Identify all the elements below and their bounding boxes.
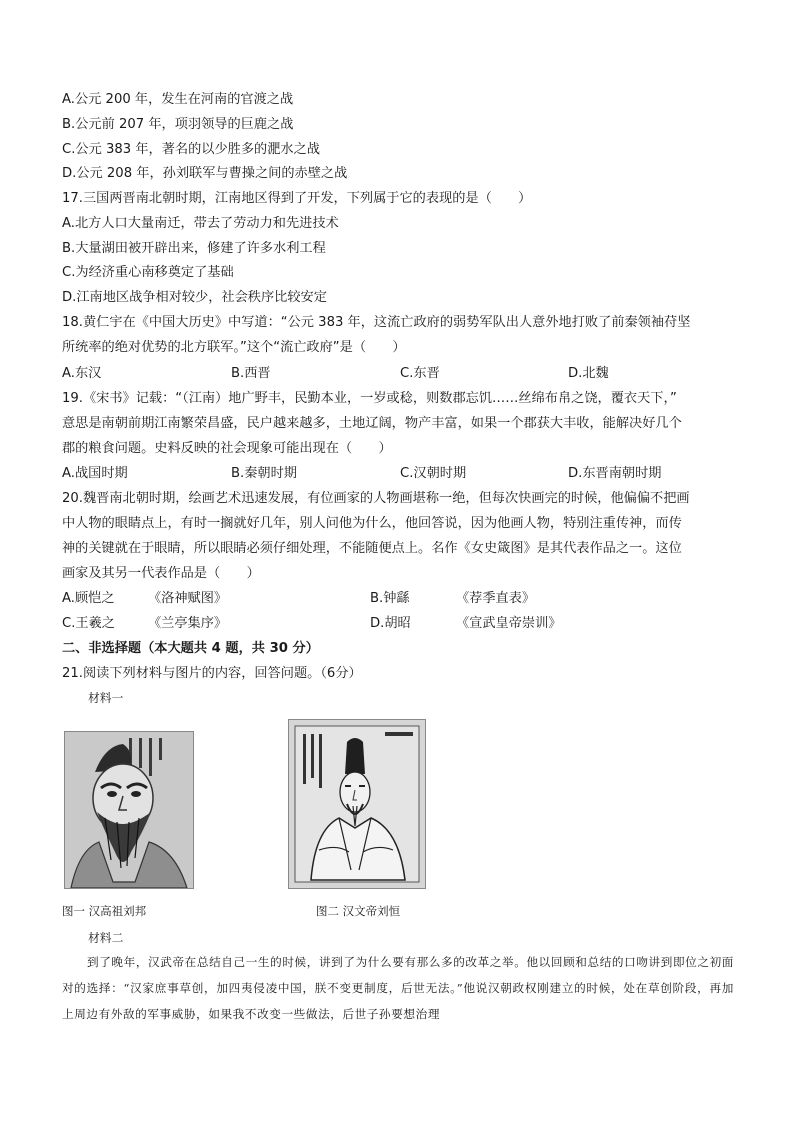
material1-label: 材料一 (88, 691, 124, 705)
figure1-portrait-drawing (65, 732, 193, 888)
q20-option-a-work: 《洛神赋图》 (148, 591, 228, 606)
figure1-liu-bang-portrait (64, 731, 194, 889)
q19-option-d: D.东晋南朝时期 (568, 466, 662, 481)
figure2-liu-heng-portrait (288, 719, 426, 889)
q20-stem-line3: 神的关键就在于眼睛，所以眼睛必须仔细处理，不能随便点上。名作《女史箴图》是其代表作品之一。这位 (62, 541, 682, 556)
q16-option-c: C.公元 383 年，著名的以少胜多的淝水之战 (62, 142, 320, 157)
q20-option-d-name: D.胡昭 (370, 616, 411, 631)
q20-option-c-work: 《兰亭集序》 (148, 616, 228, 631)
figure2-portrait-drawing (289, 720, 425, 888)
q19-stem-line1: 19.《宋书》记载：“（江南）地广野丰，民勤本业，一岁或稔，则数郡忘饥……丝绵布帛之饶，覆衣天下，” (62, 391, 677, 406)
q17-option-c: C.为经济重心南移奠定了基础 (62, 265, 234, 280)
q20-option-b-name: B.钟繇 (370, 591, 410, 606)
q17-option-a: A.北方人口大量南迁，带去了劳动力和先进技术 (62, 216, 339, 231)
q20-option-c-name: C.王羲之 (62, 616, 115, 631)
material2-label: 材料二 (88, 931, 124, 945)
q20-stem-line4: 画家及其另一代表作品是（ ） (62, 566, 260, 581)
q18-option-c: C.东晋 (400, 366, 440, 381)
q20-stem-line1: 20.魏晋南北朝时期，绘画艺术迅速发展，有位画家的人物画堪称一绝，但每次快画完的时候，他偏偏不把画 (62, 491, 690, 506)
q18-stem-line1: 18.黄仁宇在《中国大历史》中写道：“公元 383 年，这流亡政府的弱势军队出人意外地打败了前秦领袖苻坚 (62, 315, 691, 330)
q17-option-d: D.江南地区战争相对较少，社会秩序比较安定 (62, 290, 327, 305)
q19-option-a: A.战国时期 (62, 466, 128, 481)
q20-option-d-work: 《宣武皇帝崇训》 (456, 616, 562, 631)
q18-option-a: A.东汉 (62, 366, 102, 381)
figure1-caption: 图一 汉高祖刘邦 (62, 904, 147, 918)
q19-option-c: C.汉朝时期 (400, 466, 467, 481)
q18-stem-line2: 所统率的绝对优势的北方联军。”这个“流亡政府”是（ ） (62, 340, 406, 355)
section-title: 二、非选择题（本大题共 4 题，共 30 分） (62, 641, 319, 656)
q18-option-d: D.北魏 (568, 366, 609, 381)
q18-option-b: B.西晋 (231, 366, 271, 381)
q16-option-a: A.公元 200 年，发生在河南的官渡之战 (62, 92, 294, 107)
q19-option-b: B.秦朝时期 (231, 466, 297, 481)
q20-option-a-name: A.顾恺之 (62, 591, 115, 606)
figure2-caption: 图二 汉文帝刘恒 (316, 904, 401, 918)
q17-option-b: B.大量湖田被开辟出来，修建了许多水利工程 (62, 241, 326, 256)
q19-stem-line2: 意思是南朝前期江南繁荣昌盛，民户越来越多，土地辽阔，物产丰富，如果一个郡获大丰收，能解决好几个 (62, 416, 682, 431)
q20-stem-line2: 中人物的眼睛点上，有时一搁就好几年，别人问他为什么，他回答说，因为他画人物，特别注重传神，而传 (62, 516, 682, 531)
q20-option-b-work: 《荐季直表》 (456, 591, 536, 606)
q21-stem: 21.阅读下列材料与图片的内容，回答问题。（6分） (62, 666, 362, 681)
q19-stem-line3: 郡的粮食问题。史料反映的社会现象可能出现在（ ） (62, 441, 392, 456)
q17-stem: 17.三国两晋南北朝时期，江南地区得到了开发，下列属于它的表现的是（ ） (62, 191, 532, 206)
q16-option-b: B.公元前 207 年，项羽领导的巨鹿之战 (62, 117, 294, 132)
q16-option-d: D.公元 208 年，孙刘联军与曹操之间的赤壁之战 (62, 166, 348, 181)
material2-text: 到了晚年，汉武帝在总结自己一生的时候，讲到了为什么要有那么多的改革之举。他以回顾和总结的口吻讲到即位之初面对的选择：“汉家庶事草创，加四夷侵凌中国，朕不变更制度，后世无法。”他说汉朝政权刚建立的时候，处在草创阶段，再加上周边有外敌的军事威胁，如果我不改变一些做法，后世子孙要想治理 (62, 955, 734, 1021)
